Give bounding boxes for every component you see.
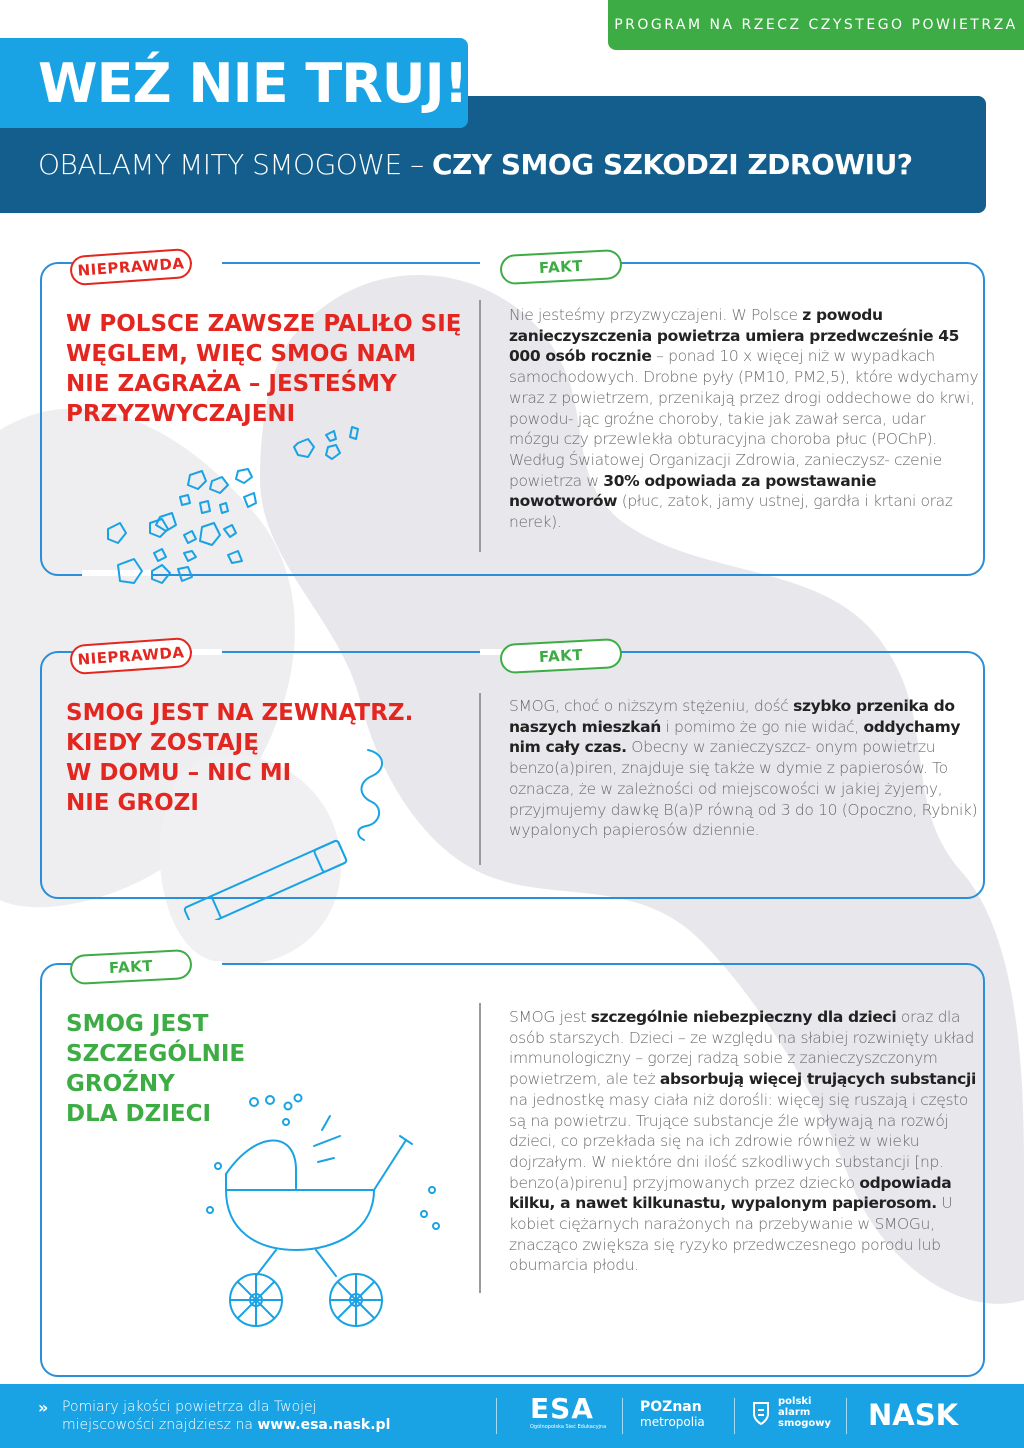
fact-text — [509, 696, 979, 841]
fact-segment: i pomimo że go nie widać, — [660, 717, 864, 736]
footer-link[interactable]: www.esa.nask.pl — [257, 1417, 391, 1433]
fact-badge: FAKT — [69, 949, 192, 985]
page-title: WEŹ NIE TRUJ! — [38, 51, 468, 115]
myth-text: W POLSCE ZAWSZE PALIŁO SIĘ WĘGLEM, WIĘC SMOG NAM NIE ZAGRAŻA – JESTEŚMY PRZYZWYCZAJENI — [66, 311, 462, 427]
footer-info: Pomiary jakości powietrza dla Twojej miejscowości znajdziesz na www.esa.nask.pl — [62, 1399, 391, 1433]
polski-alarm-smogowy-logo: polski alarm smogowy — [752, 1396, 831, 1429]
fact-segment: oraz dla osób starszych. Dzieci – ze względu na słabiej rozwinięty układ immunologiczny – gorzej radzą sobie z zanieczyszczonym powietrzem, ale też — [509, 1008, 975, 1089]
fact-segment: SMOG, choć o niższym stężeniu, dość — [509, 697, 794, 715]
fact-segment: – ponad 10 x więcej niż w wypadkach samochodowych. Drobne pyły (PM10, PM2,5), które wdychamy wraz z powietrzem, przenikają przez drogi oddechowe do krwi, powodu- jąc groźne choroby, takie jak zawał serca, udar mózgu czy przewlekła obturacyjna choroba płuc (POChP). Według Światowej Organizacji Zdrowia, zanieczysz- czenie powietrza w — [509, 347, 979, 490]
nask-logo: NASK — [868, 1398, 959, 1432]
myth-text: SMOG JEST SZCZEGÓLNIE GROŹNY DLA DZIECI — [66, 1011, 246, 1127]
fact-highlight: z powodu zanieczyszczenia powietrza umiera przedwcześnie 45 000 osób rocznie — [509, 306, 960, 366]
stroller-icon — [196, 1090, 456, 1370]
fact-badge: FAKT — [499, 249, 622, 285]
particles-icon — [100, 405, 390, 595]
myth-badge: NIEPRAWDA — [69, 637, 193, 675]
fact-text — [509, 1007, 979, 1276]
title-banner — [0, 38, 468, 128]
double-chevron-icon: » — [38, 1398, 49, 1417]
fact-segment: U kobiet ciężarnych narażonych na przebywanie w SMOGu, znacząco zwiększa się ryzyko przedwczesnego porodu lub obumarcia płodu. — [509, 1194, 953, 1275]
fact-highlight: absorbują więcej trujących substancji — [659, 1070, 976, 1089]
shield-icon — [752, 1400, 770, 1426]
fact-text — [509, 305, 979, 533]
fact-segment: Obecny w zanieczyszcz- onym powietrzu benzo(a)piren, znajduje się także w dymie z papierosów. To oznacza, że w zależności od miejscowości w jakiej żyjemy, przyjmujemy dawkę B(a)P równą od 3 do 10 (Opoczno, Rybnik) wypalonych papierosów dziennie. — [509, 738, 978, 840]
myth-badge: NIEPRAWDA — [69, 248, 193, 286]
subtitle-light: OBALAMY MITY SMOGOWE – — [38, 148, 432, 181]
fact-highlight: szybko przenika do naszych mieszkań — [509, 697, 955, 736]
cigarette-icon — [172, 740, 392, 920]
subtitle-bold: CZY SMOG SZKODZI ZDROWIU? — [432, 148, 913, 181]
fact-segment: SMOG jest — [509, 1008, 591, 1026]
poznan-metropolia-logo: POZnan metropolia — [640, 1399, 705, 1429]
myth-text: SMOG JEST NA ZEWNĄTRZ. KIEDY ZOSTAJĘ W DOMU – NIC MI NIE GROZI — [66, 700, 414, 816]
divider — [479, 1003, 481, 1293]
fact-highlight: 30% odpowiada za powstawanie nowotworów — [509, 471, 877, 511]
esa-logo: ESA Ogólnopolska Sieć Edukacyjna — [530, 1392, 607, 1430]
divider — [479, 693, 481, 865]
program-tag: PROGRAM NA RZECZ CZYSTEGO POWIETRZA — [608, 0, 1024, 50]
fact-segment: na jednostkę masy ciała niż dorośli: więcej się ruszają i często są na powietrzu. Trujące substancje źle wpływają na rozwój dzieci, co przekłada się na ich zdrowie również w wieku dojrzałym. W niektóre dni ilość szkodliwych substancji [np. benzo(a)pirenu] przyjmowanych przez dziecko — [509, 1090, 969, 1192]
fact-segment: (płuc, zatok, jamy ustnej, gardła i krtani oraz nerek). — [509, 492, 953, 532]
fact-badge: FAKT — [499, 638, 622, 674]
divider — [479, 300, 481, 552]
fact-segment: Nie jesteśmy przyzwyczajeni. W Polsce — [509, 306, 803, 324]
fact-highlight: szczególnie niebezpieczny dla dzieci — [590, 1008, 897, 1026]
fact-highlight: oddychamy nim cały czas. — [509, 717, 961, 757]
fact-highlight: odpowiada kilku, a nawet kilkunastu, wypalonym papierosom. — [509, 1173, 952, 1213]
